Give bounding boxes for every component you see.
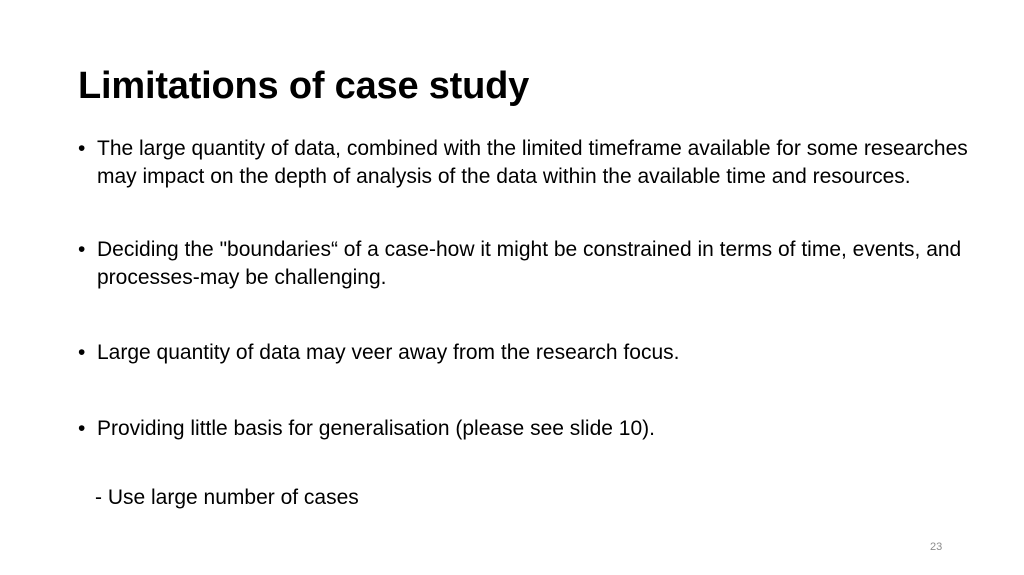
bullet-icon: • (78, 137, 86, 160)
bullet-text-1: The large quantity of data, combined with the limited timeframe available for some researches may impact on the depth of analysis of the data within the available time and resources. (97, 137, 968, 188)
bullet-icon: • (78, 238, 86, 261)
sub-item-text: - Use large number of cases (95, 486, 359, 509)
bullet-item-2 (78, 236, 988, 292)
bullet-icon: • (78, 417, 86, 440)
slide-title: Limitations of case study (78, 65, 530, 107)
bullet-text-4: Providing little basis for generalisation (please see slide 10). (97, 417, 655, 440)
bullet-text-2: Deciding the "boundaries“ of a case-how it might be constrained in terms of time, events, and processes-may be challenging. (97, 238, 962, 289)
page-number: 23 (930, 541, 943, 553)
bullet-item-3 (78, 339, 988, 367)
bullet-list (78, 135, 988, 443)
bullet-item-1 (78, 135, 988, 191)
bullet-item-4 (78, 415, 988, 443)
bullet-icon: • (78, 341, 86, 364)
bullet-text-3: Large quantity of data may veer away from the research focus. (97, 341, 680, 364)
